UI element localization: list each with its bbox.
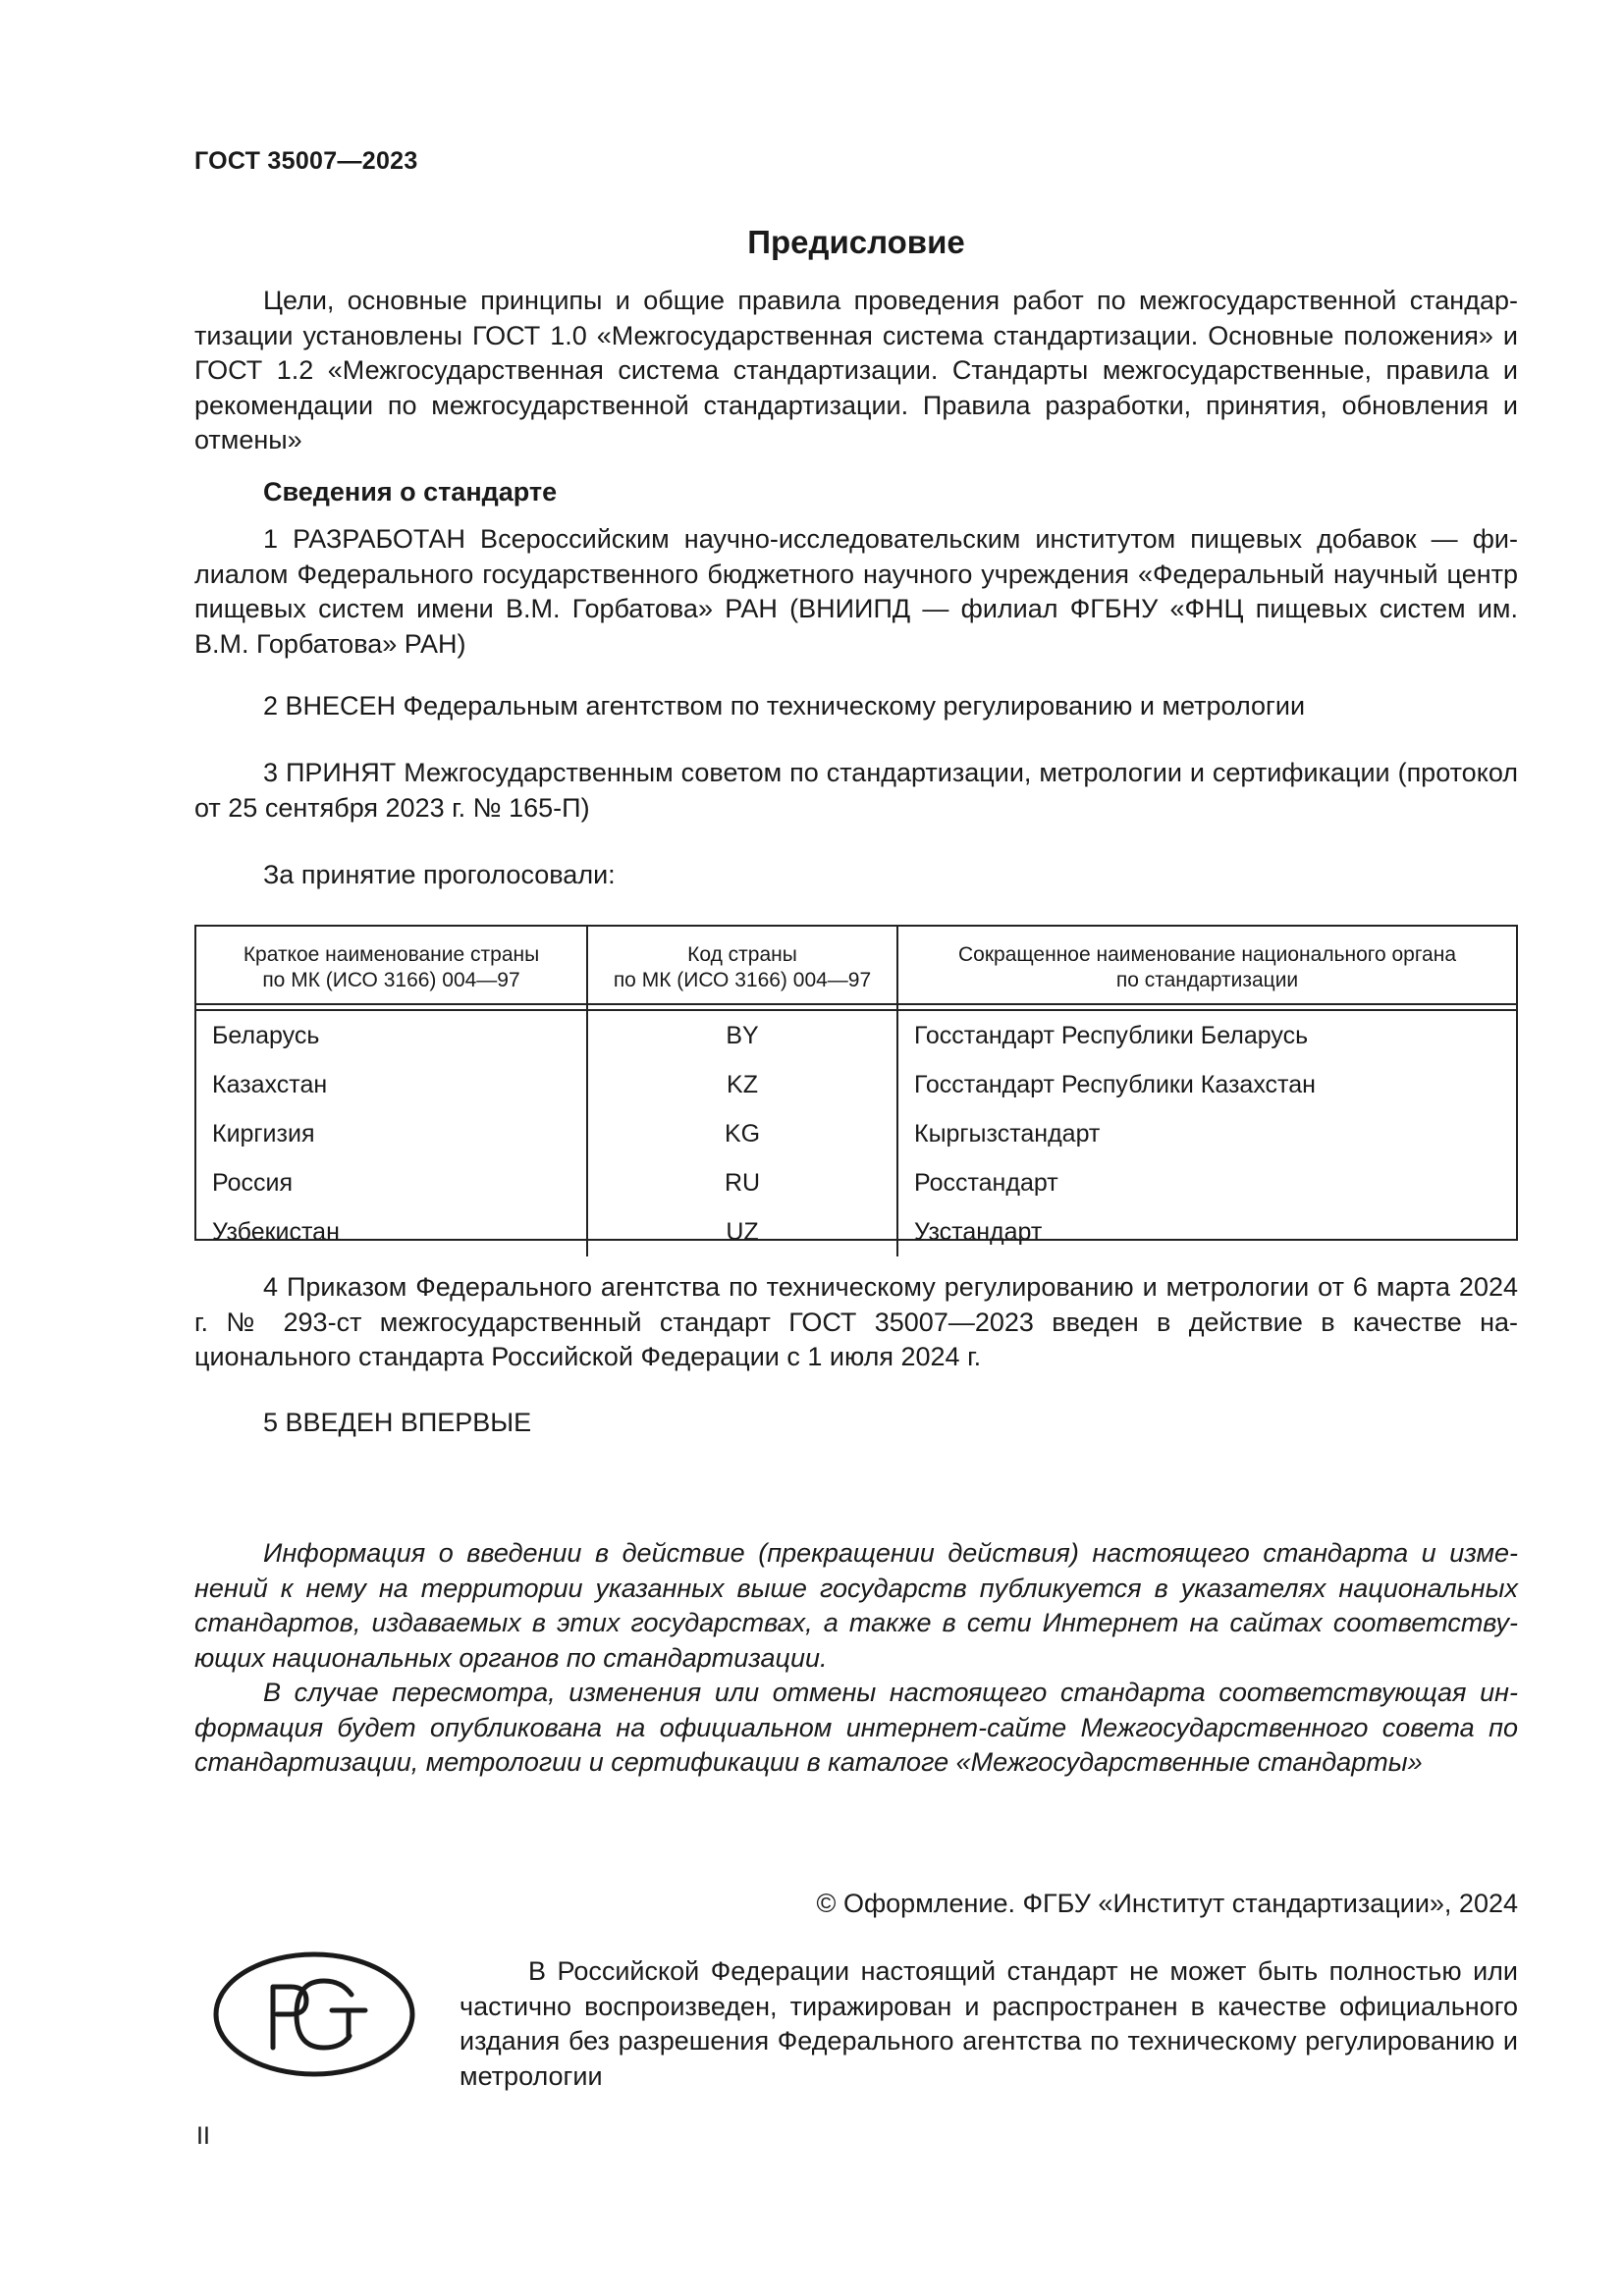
table-cell-body: Узстандарт [914,1217,1043,1246]
page-number: II [196,2122,210,2150]
notice-paragraph-1: Информация о введении в действие (прекращении действия) настоящего стандарта и изме-нений к нему на территории указанных выше государств публикуется в указателях национальных стандартов, издаваемых в этих государствах, а также в сети Интернет на сайтах соответству-ющих национальных органов по стандартизации. [194,1538,1518,1673]
table-cell-country: Россия [196,1158,587,1207]
table-cell-country: Беларусь [196,1010,587,1060]
rights-notice: В Российской Федерации настоящий стандарт не может быть полностью или частично воспроизведен, тиражирован и распространен в качестве официального издания без разрешения Федерального агентства по техническому регулированию и метрологии [460,1956,1518,2091]
voted-label: За принятие проголосовали: [263,860,616,889]
page-title: Предисловие [747,224,965,260]
table-cell-body: Госстандарт Республики Беларусь [914,1021,1309,1049]
table-header-row [196,927,1516,1010]
item-5-first-time: 5 ВВЕДЕН ВПЕРВЫЕ [263,1408,532,1437]
rst-certification-mark-icon [212,1949,416,2079]
table-cell-code: KG [587,1109,897,1158]
table-cell-code: KZ [587,1060,897,1109]
table-cell-body: Госстандарт Республики Казахстан [914,1070,1316,1098]
table-cell-country: Киргизия [196,1109,587,1158]
item-1-developed: 1 РАЗРАБОТАН Всероссийским научно-исследовательским институтом пищевых добавок — фи-лиалом Федерального государственного бюджетного научного учреждения «Федеральный научный центр пищевых систем имени В.М. Горбатова» РАН (ВНИИПД — филиал ФГБНУ «ФНЦ пищевых систем им. В.М. Горбатова» РАН) [194,524,1518,659]
table-cell-country: Казахстан [196,1060,587,1109]
table-cell-body: Росстандарт [914,1168,1058,1197]
table-header-code: Код страны по МК (ИСО 3166) 004—97 [587,927,897,1010]
table-cell-country: Узбекистан [196,1207,587,1256]
table-header-country: Краткое наименование страны по МК (ИСО 3166) 004—97 [196,927,587,1010]
table-row [196,1060,1516,1109]
voting-table [194,925,1518,1246]
table-cell-code: UZ [587,1207,897,1256]
notice-paragraph-2: В случае пересмотра, изменения или отмены настоящего стандарта соответствующая ин-формация будет опубликована на официальном интернет-сайте Межгосударственного совета по стандартизации, метрологии и сертификации в каталоге «Межгосударственные стандарты» [194,1678,1518,1777]
copyright-notice: © Оформление. ФГБУ «Институт стандартизации», 2024 [816,1889,1518,1918]
table-row [196,1010,1516,1060]
document-code: ГОСТ 35007—2023 [194,147,418,175]
table-cell-code: BY [587,1010,897,1060]
section-heading: Сведения о стандарте [263,477,558,507]
intro-paragraph: Цели, основные принципы и общие правила проведения работ по межгосударственной стандар-тизации установлены ГОСТ 1.0 «Межгосударственная система стандартизации. Основные положения» и ГОСТ 1.2 «Межгосударственная система стандартизации. Стандарты межгосударственные, правила и рекомендации по межгосударственной стандартизации. Правила разработки, принятия, обновления и отмены» [194,286,1518,454]
table-row [196,1109,1516,1158]
table-row [196,1158,1516,1207]
table-cell-body: Кыргызстандарт [914,1119,1101,1148]
item-3-adopted: 3 ПРИНЯТ Межгосударственным советом по стандартизации, метрологии и сертификации (протокол от 25 сентября 2023 г. № 165-П) [194,758,1518,823]
table-cell-code: RU [587,1158,897,1207]
table-row [196,1207,1516,1256]
table-header-body: Сокращенное наименование национального органа по стандартизации [897,927,1516,1010]
item-4-order: 4 Приказом Федерального агентства по техническому регулированию и метрологии от 6 марта 2024 г. № 293-ст межгосударственный стандарт ГОСТ 35007—2023 введен в действие в качестве на-ционального стандарта Российской Федерации с 1 июля 2024 г. [194,1272,1518,1371]
item-2-introduced: 2 ВНЕСЕН Федеральным агентством по техническому регулированию и метрологии [263,691,1306,721]
